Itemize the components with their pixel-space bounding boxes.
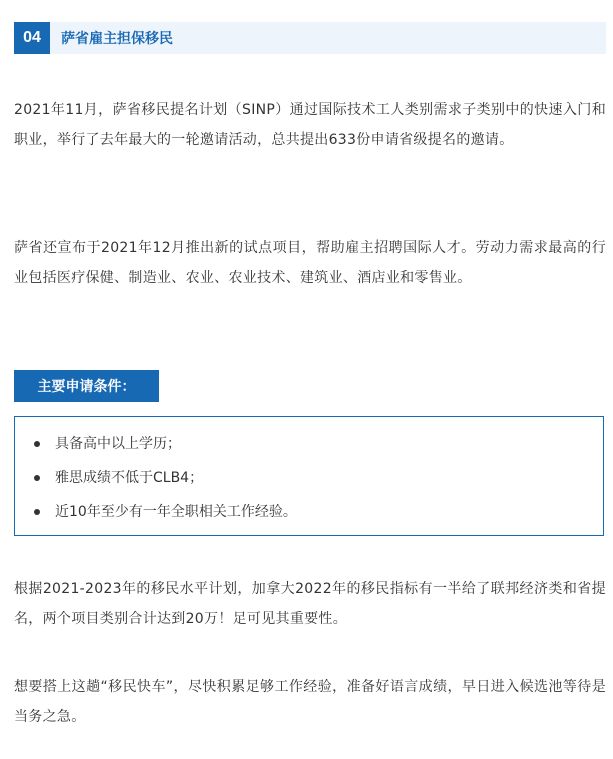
paragraph-3: 根据2021-2023年的移民水平计划，加拿大2022年的移民指标有一半给了联邦经济类和省提名，两个项目类别合计达到20万！足可见其重要性。 [14,581,606,627]
section-number: 04 [14,22,50,54]
list-item [15,495,603,529]
bullet-icon [34,509,40,515]
conditions-list [15,417,603,529]
paragraph-1: 2021年11月，萨省移民提名计划（SINP）通过国际技术工人类别需求子类别中的快速入门和职业，举行了去年最大的一轮邀请活动，总共提出633份申请省级提名的邀请。 [14,102,606,148]
list-item-text: 雅思成绩不低于CLB4； [55,470,204,486]
section-title: 萨省雇主担保移民 [61,31,173,47]
section-header [14,22,606,54]
paragraph-4: 想要搭上这趟“移民快车”，尽快积累足够工作经验，准备好语言成绩，早日进入候选池等待是当务之急。 [14,679,606,725]
conditions-box [14,416,604,536]
bullet-icon [34,441,40,447]
paragraph-2: 萨省还宣布于2021年12月推出新的试点项目，帮助雇主招聘国际人才。劳动力需求最高的行业包括医疗保健、制造业、农业、农业技术、建筑业、酒店业和零售业。 [14,240,606,286]
bullet-icon [34,475,40,481]
list-item [15,427,603,461]
list-item [15,461,603,495]
list-item-text: 近10年至少有一年全职相关工作经验。 [55,504,297,520]
conditions-label: 主要申请条件： [14,370,159,402]
list-item-text: 具备高中以上学历； [55,436,181,452]
